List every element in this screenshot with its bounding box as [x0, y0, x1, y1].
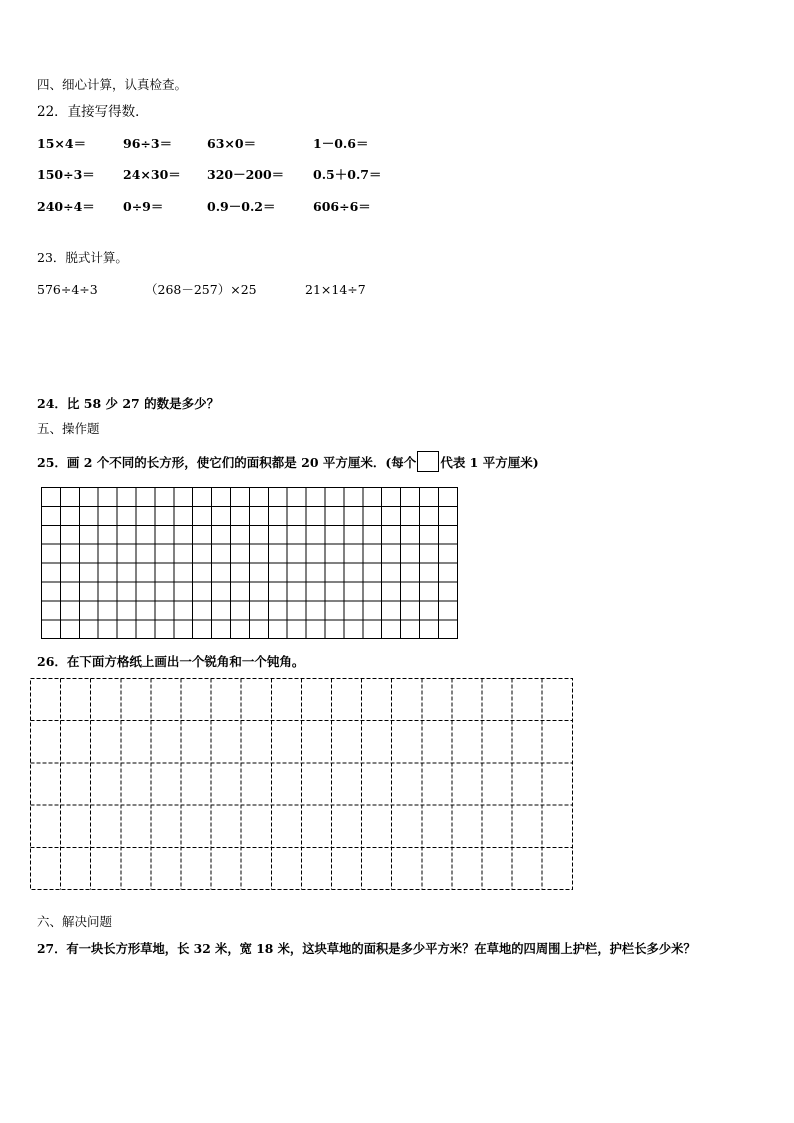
q22-item-r3c1: 240÷4＝	[37, 199, 95, 214]
q22-item-r1c1: 15×4＝	[37, 136, 87, 151]
section-six-heading: 六、解决问题	[37, 914, 113, 929]
question-22-title: 22．直接写得数．	[37, 104, 149, 120]
q22-item-r3c4: 606÷6＝	[313, 199, 371, 214]
q23-item-3: 21×14÷7	[305, 282, 366, 297]
question-23-title: 23．脱式计算。	[37, 250, 128, 265]
q22-item-r2c2: 24×30＝	[123, 167, 181, 182]
q23-item-2: （268－257）×25	[145, 282, 257, 297]
question-25-text	[37, 451, 539, 472]
q22-item-r3c3: 0.9－0.2＝	[207, 199, 276, 214]
q23-item-1: 576÷4÷3	[37, 282, 98, 297]
q22-item-r2c4: 0.5＋0.7＝	[313, 167, 382, 182]
q22-item-r2c1: 150÷3＝	[37, 167, 95, 182]
q22-item-r1c4: 1－0.6＝	[313, 136, 369, 151]
q26-dashed-grid	[29, 678, 575, 892]
q22-item-r1c3: 63×0＝	[207, 136, 257, 151]
q25-text-before: 25．画 2 个不同的长方形，使它们的面积都是 20 平方厘米．(每个	[37, 455, 417, 470]
q25-text-after: 代表 1 平方厘米)	[440, 455, 539, 470]
q22-item-r2c3: 320－200＝	[207, 167, 285, 182]
question-27-text: 27．有一块长方形草地，长 32 米，宽 18 米，这块草地的面积是多少平方米？在草地的四周围上护栏，护栏长多少米？	[37, 941, 696, 956]
question-24-text: 24．比 58 少 27 的数是多少？	[37, 396, 220, 411]
q25-grid	[40, 487, 460, 641]
q22-item-r3c2: 0÷9＝	[123, 199, 164, 214]
section-four-heading: 四、细心计算，认真检查。	[37, 77, 188, 92]
question-26-text: 26．在下面方格纸上画出一个锐角和一个钝角。	[37, 654, 305, 669]
section-five-heading: 五、操作题	[37, 421, 100, 436]
q22-item-r1c2: 96÷3＝	[123, 136, 173, 151]
unit-square-icon	[417, 451, 439, 472]
